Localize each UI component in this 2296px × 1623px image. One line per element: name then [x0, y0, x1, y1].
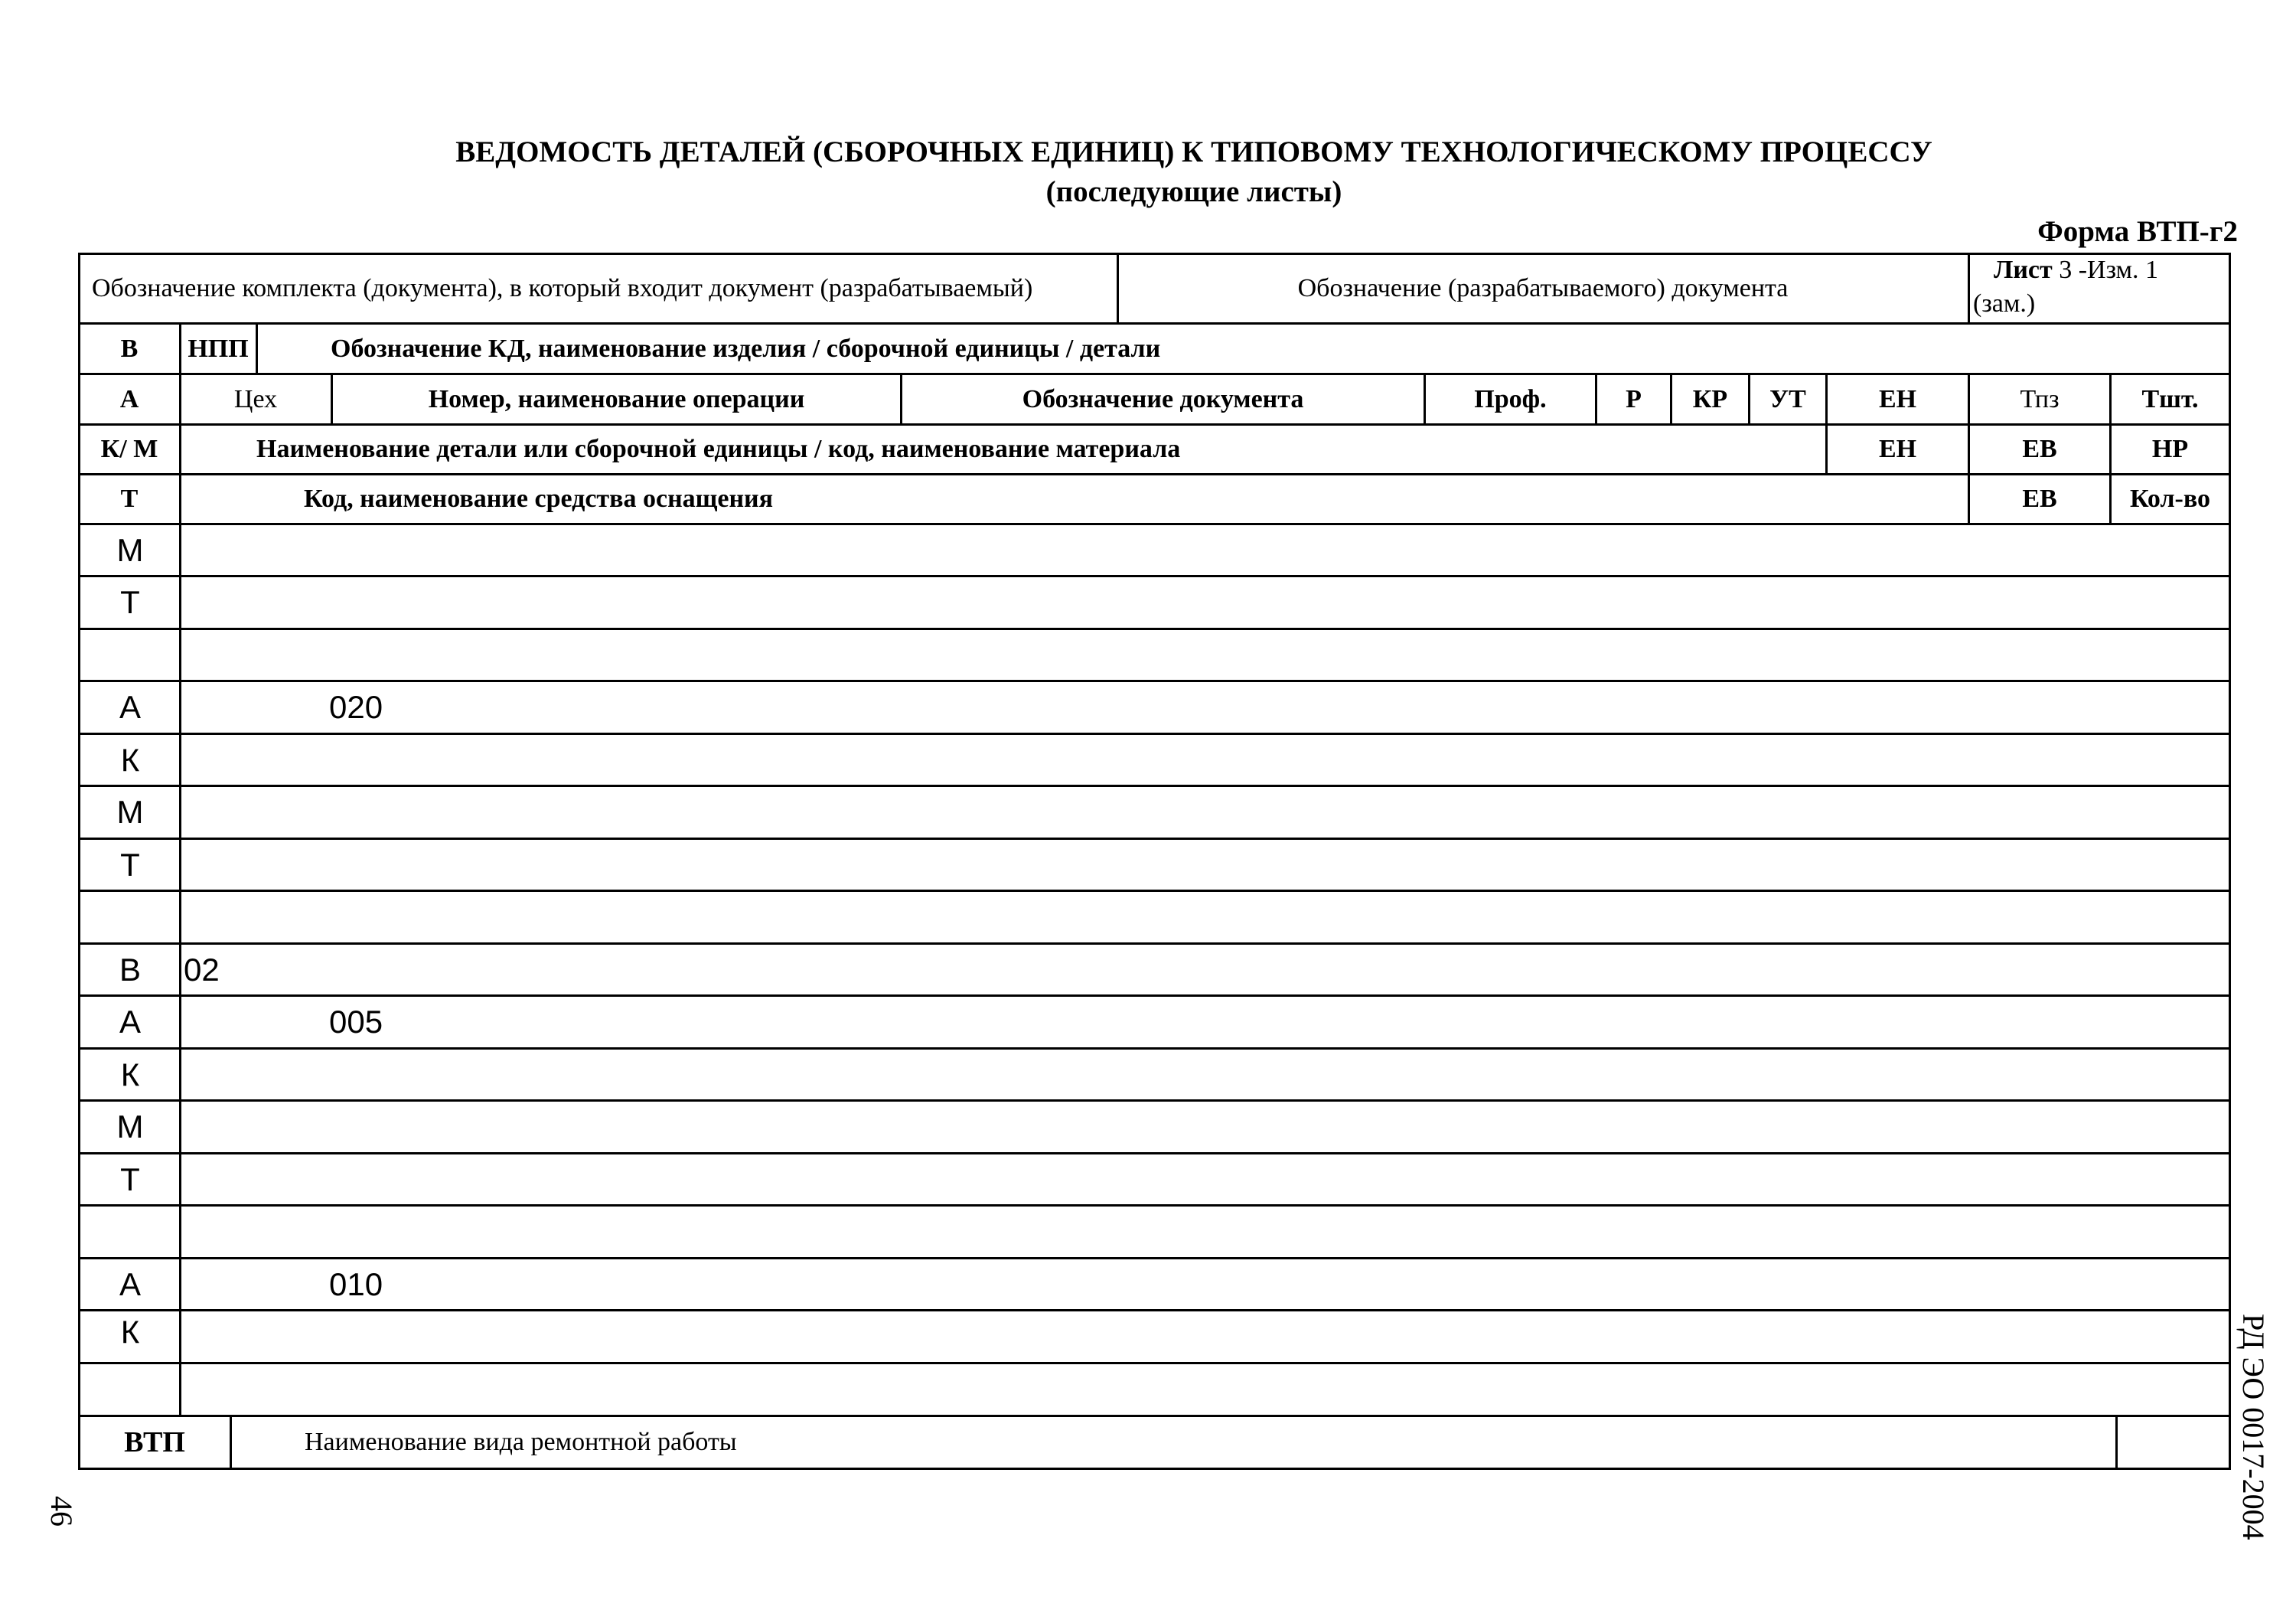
row-a-r: Р [1626, 384, 1642, 413]
doc-designation-label: Обозначение (разрабатываемого) документа [1297, 274, 1789, 302]
row-code: Т [120, 846, 140, 883]
row-a-operation: Номер, наименование операции [428, 384, 805, 413]
row-t-code: Т [120, 485, 139, 513]
row-code: А [119, 1265, 141, 1302]
row-t-text: Код, наименование средства оснащения [304, 485, 774, 513]
sheet-label: Лист [1994, 256, 2053, 284]
sheet-value: 3 -Изм. 1 [2059, 256, 2159, 284]
row-code: Т [120, 1161, 140, 1197]
row-a-tsht: Тшт. [2141, 384, 2199, 413]
row-code: А [119, 689, 141, 725]
row-a-kr: КР [1692, 384, 1728, 413]
row-code [80, 1364, 181, 1415]
row-value: 02 [184, 951, 220, 988]
row-code: М [116, 531, 144, 568]
row-code: К [120, 741, 140, 778]
footer-code: ВТП [124, 1426, 185, 1458]
row-code [80, 1207, 181, 1257]
row-a-tpz: Тпз [2020, 384, 2060, 413]
row-km-nr: НР [2151, 435, 2189, 463]
row-code: М [116, 1109, 144, 1145]
kit-designation-label: Обозначение комплекта (документа), в который входит документ (разрабатываемый) [92, 274, 1033, 302]
row-b-text: Обозначение КД, наименование изделия / сборочной единицы / детали [331, 334, 1161, 363]
row-b-npp: НПП [188, 334, 249, 363]
row-code: Т [120, 584, 140, 620]
row-a-code: А [119, 384, 139, 413]
row-value: 020 [329, 689, 383, 725]
sheet-note: (зам.) [1973, 289, 2036, 318]
row-t-ev: ЕВ [2022, 485, 2057, 513]
row-a-ut: УТ [1769, 384, 1806, 413]
row-a-shop: Цех [233, 384, 278, 413]
row-code: М [116, 794, 144, 830]
row-code: К [120, 1314, 140, 1350]
row-t-qty: Кол-во [2129, 485, 2211, 513]
row-a-document: Обозначение документа [1022, 384, 1304, 413]
row-code: В [119, 951, 141, 988]
row-a-prof: Проф. [1474, 384, 1547, 413]
side-doc-code: РД ЭО 0017-2004 [2236, 1314, 2271, 1540]
document-title: ВЕДОМОСТЬ ДЕТАЛЕЙ (СБОРОЧНЫХ ЕДИНИЦ) К ТИПОВОМУ ТЕХНОЛОГИЧЕСКОМУ ПРОЦЕССУ [455, 136, 1932, 168]
row-value: 005 [329, 1004, 383, 1040]
sheet-field [1994, 256, 2158, 285]
row-code: К [120, 1056, 140, 1092]
footer-text: Наименование вида ремонтной работы [305, 1428, 737, 1456]
row-km-en: ЕН [1878, 435, 1917, 463]
row-code [80, 630, 181, 680]
row-code [80, 892, 181, 942]
row-value: 010 [329, 1265, 383, 1302]
row-km-text: Наименование детали или сборочной единицы / код, наименование материала [256, 435, 1181, 463]
form-label: Форма ВТП-г2 [2037, 215, 2238, 248]
row-km-ev: ЕВ [2022, 435, 2057, 463]
row-b-code: В [120, 334, 139, 363]
row-code: А [119, 1004, 141, 1040]
row-km-code: К/ М [100, 435, 158, 463]
document-subtitle: (последующие листы) [1045, 175, 1342, 208]
row-a-en: ЕН [1878, 384, 1917, 413]
page-number: 46 [44, 1496, 79, 1527]
